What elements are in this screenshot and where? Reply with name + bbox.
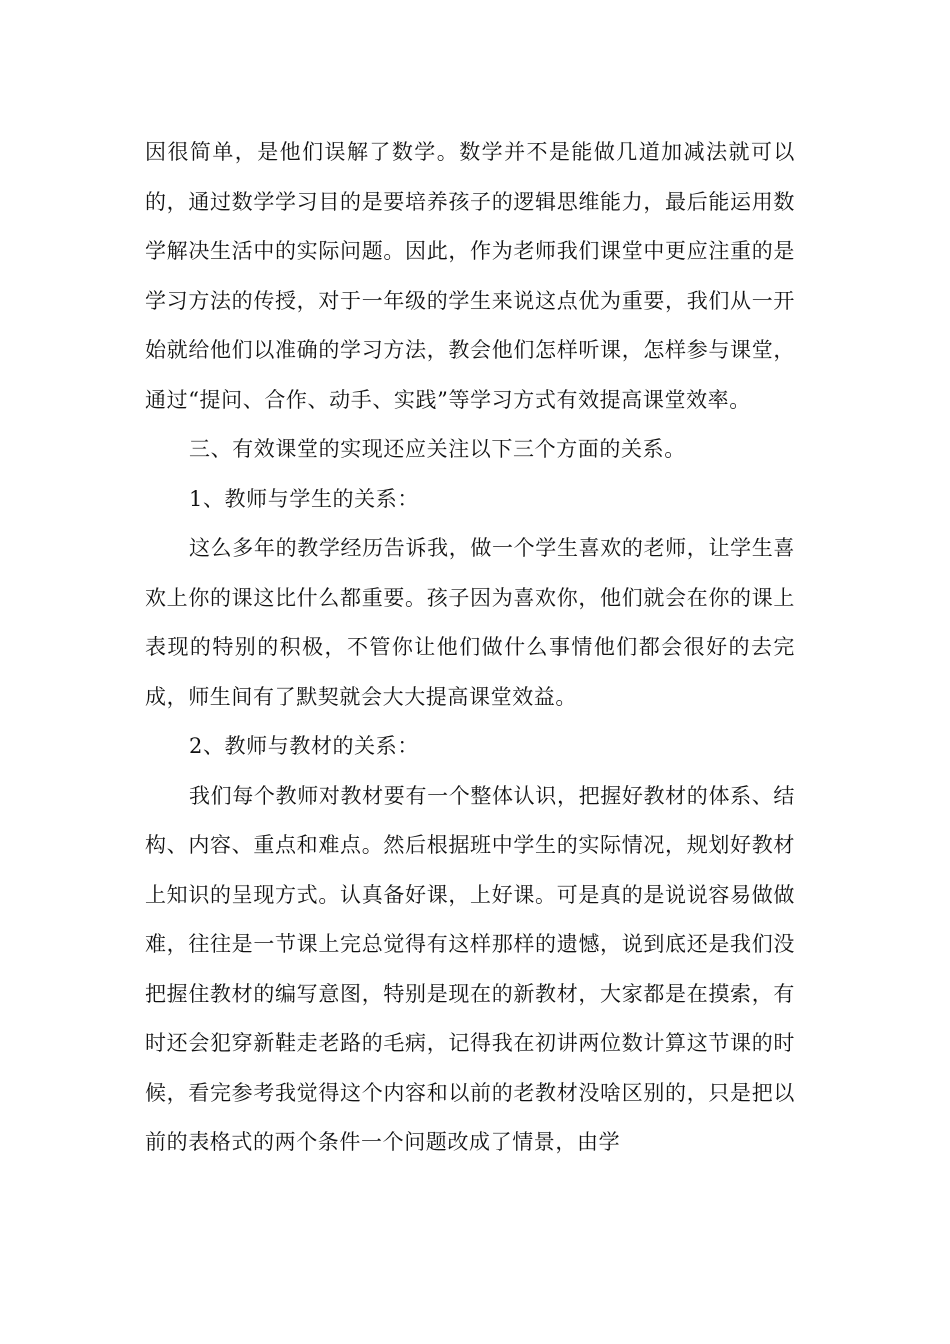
- paragraph-teacher-textbook: 我们每个教师对教材要有一个整体认识，把握好教材的体系、结构、内容、重点和难点。然后根据班中学生的实际情况，规划好教材上知识的呈现方式。认真备好课，上好课。可是真的是说说容易做做难，往往是一节课上完总觉得有这样那样的遗憾，说到底还是我们没把握住教材的编写意图，特别是现在的新教材，大家都是在摸索，有时还会犯穿新鞋走老路的毛病，记得我在初讲两位数计算这节课的时候，看完参考我觉得这个内容和以前的老教材没啥区别的，只是把以前的表格式的两个条件一个问题改成了情景，由学: [145, 783, 795, 1154]
- subheading-teacher-student: 1、教师与学生的关系：: [189, 486, 419, 511]
- paragraph-continuation: 因很简单，是他们误解了数学。数学并不是能做几道加减法就可以的，通过数学学习目的是要培养孩子的逻辑思维能力，最后能运用数学解决生活中的实际问题。因此，作为老师我们课堂中更应注重的是学习方法的传授，对于一年级的学生来说这点优为重要，我们从一开始就给他们以准确的学习方法，教会他们怎样听课，怎样参与课堂，通过“提问、合作、动手、实践”等学习方式有效提高课堂效率。: [145, 140, 795, 412]
- section-three-heading: 三、有效课堂的实现还应关注以下三个方面的关系。: [189, 437, 686, 461]
- subheading-teacher-textbook: 2、教师与教材的关系：: [189, 734, 419, 758]
- document-body: [145, 128, 795, 1168]
- paragraph-teacher-student: 这么多年的教学经历告诉我，做一个学生喜欢的老师，让学生喜欢上你的课这比什么都重要。孩子因为喜欢你，他们就会在你的课上表现的特别的积极，不管你让他们做什么事情他们都会很好的去完成，师生间有了默契就会大大提高课堂效益。: [145, 536, 795, 709]
